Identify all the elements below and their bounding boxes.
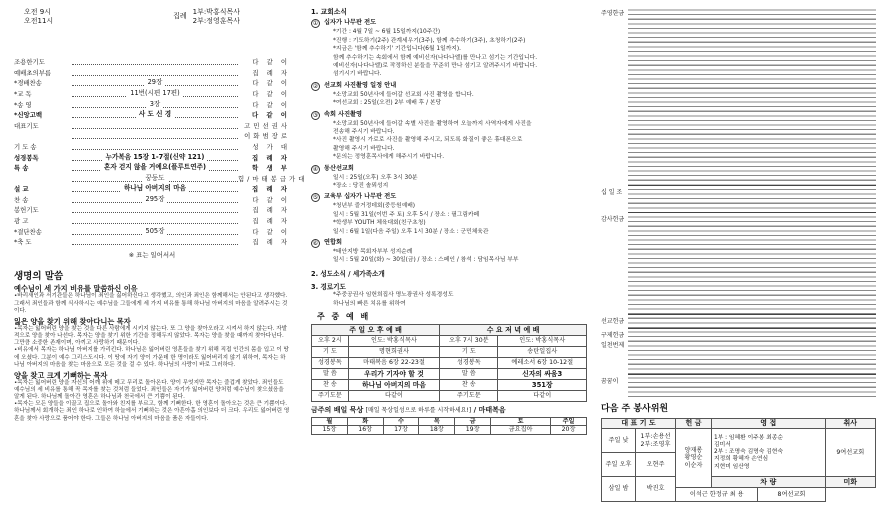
order-leader: 다 같 이 [252,195,290,204]
officiant-label: 집례 [173,12,187,20]
order-leader: 집 례 자 [252,68,290,77]
guide-2: 2부 : 조명숙 김명숙 김현숙 지정희 황혜자 손연심 지현미 임산영 [714,449,784,470]
news-line: 하나님의 빠른 치유를 위하여 [333,300,406,307]
weekly-cell: 신자의 싸움3 [498,368,587,379]
order-content [72,59,238,65]
order-leader: 다 같 이 [252,58,290,67]
order-label: 광 고 [14,217,29,226]
header-guide: 영 접 [712,419,826,429]
news-line: 일시 : 5월 20일(화) ~ 30일(금) / 장소 : 스페인 / 참석 : 담임목사님 부부 [333,257,519,264]
order-label: 조용한기도 [14,58,45,67]
reading-chapter: 16장 [347,426,383,435]
news-line: *학생부 YOUTH 체육대회(친구초청) [333,220,426,227]
news-item-title [311,239,587,248]
news-item-title [311,165,587,174]
offering-label: 구제헌금 [601,332,625,339]
prayer-person: 박진호 [636,477,676,502]
order-label: 대표기도 [14,121,39,130]
order-leader: 고민선권사 [244,121,290,130]
meditation-paragraph: •목자는 잃어버린 양을 자신의 어깨 위에 메고 무리로 돌아온다. 양이 무엇지만 목자는 즐겁게 찾았다. 죄인들도 예수님의 세 비유를 통해 꼭 목자를 찾는 것처럼 들었다. 죄인들은 자기가 잃어버린 양처럼 예수님이 찾으셨음을 알게 된다. 하나님께 돌아간 영혼은 하나님과 천국에서 큰 기쁨이 된다. [14,379,284,401]
order-label: *축 도 [14,238,32,247]
order-content [72,70,238,76]
reading-chapter: 20장 [551,426,587,435]
order-content [72,144,238,150]
reading-day: 월 [312,417,348,426]
order-row [14,120,290,131]
meditation-section [14,271,290,423]
sunday-pm-time: 오후 2시 [312,335,349,346]
weekly-worship-table [311,324,587,402]
offering-label: 꿈꿈이 [601,378,619,385]
weekly-row [312,346,587,357]
order-content [72,186,238,192]
order-leader: 집 례 자 [252,217,290,226]
news-line: *진행 : 기도하기(2주) 관계세우기(3주), 함께 추수하기(3주), 초청하기(2주) [333,37,526,44]
order-leader: 집 례 자 [252,238,290,247]
meditation-heading-1: 예수님이 세 가지 비유를 말씀하신 이유 [14,284,138,294]
news-line: 섬기시기 바랍니다. [333,71,382,78]
weekly-cell: 351장 [498,379,587,390]
order-leader: 집 례 자 [252,153,290,162]
weekly-row [312,357,587,368]
news-item-text: 십자가 나무판 전도 [324,19,377,27]
wednesday-leader: 인도: 박홍식목사 [498,335,587,346]
order-center: 사 도 신 경 [136,110,174,118]
weekly-cell: 성경봉독 [312,357,349,368]
reading-chapter: 19장 [455,426,491,435]
order-center: 295장 [143,195,168,203]
order-label: 설 교 [14,185,29,194]
order-label: *교 독 [14,89,32,98]
order-content [72,99,238,108]
offering-list [601,6,876,398]
sunday-pm-title: 주 일 오 후 예 배 [312,324,440,335]
meditation-paragraph: •바리새인과 서기관들은 하나님이 죄인을 싫어하신다고 생각했고, 의인과 죄인은 함께해서는 안된다고 생각했다. 그래서 죄인들과 함께 식사하시는 예수님을 그들에게 세 가지 비유를 통해 하나님 아버지의 마음을 알려주시는 것이다. [14,293,288,314]
news-line: *주중공권사 임헌희집사 명노광권사 성록경성도 [333,292,454,299]
weekly-row [312,390,587,401]
news-item-text: 연합회 [324,238,342,246]
reading-day: 수 [383,417,419,426]
order-row [14,110,290,121]
news-line: *태안지방 목회자부부 성지순례 [333,248,413,255]
weekly-cell: 기 도 [440,346,498,357]
header-offering: 헌 금 [676,419,712,429]
order-label: *경배찬송 [14,79,42,88]
member-news-heading: 2. 성도소식 / 세가족소개 [311,269,385,278]
order-center: 꿍둥도 [142,174,167,182]
order-center: 혼자 걷지 않을 거예요(플루트연주) [101,163,209,171]
weekly-cell: 하나님 아버지의 마음 [348,379,439,390]
standing-note: ※ 표는 일어서서 [128,250,176,259]
order-row [14,216,290,227]
daily-reading-table [311,417,587,436]
guide-persons [712,429,826,477]
news-line: *문의는 정영훈목사에게 해주시기 바랍니다. [333,154,445,161]
meditation-heading-3: 양을 찾고 크게 기뻐하는 목자 [14,370,108,380]
order-content [72,88,238,97]
order-content [72,239,238,245]
order-row [14,89,290,100]
weekly-cell: 우리가 기자야 할 것 [348,368,439,379]
offering-label: 주영한금 [601,10,625,17]
news-item-title [311,82,587,91]
news-line: *소망교회 50년사에 들어갈 선교회 사진 촬영을 합니다. [333,91,474,98]
news-item-text: 속회 사진촬영 [324,110,363,118]
reading-chapter: 17장 [383,426,419,435]
meditation-title: 생명의 말씀 [14,270,64,282]
order-row [14,226,290,237]
sunday-pm-leader: 인도: 박홍식목사 [348,335,439,346]
offering-separator [628,185,876,186]
header-prayer: 대 표 기 도 [602,419,676,429]
reading-chapter: 금요집아 [491,426,551,435]
order-label: *결단찬송 [14,227,42,236]
meditation-heading-2: 잃은 양을 찾기 위해 찾아다니는 목자 [14,316,131,326]
order-content [72,194,238,203]
offering-separator [628,328,876,329]
news-line: *사진 촬영시 가로로 사진을 촬영해 주시고, 되도록 화질이 좋은 휴대폰으로 [333,137,523,144]
cooking-team: 9여선교회 [825,429,875,477]
news-item-number: ④ [312,165,319,173]
order-label: 성경봉독 [14,153,39,162]
reading-chapter: 18장 [419,426,455,435]
news-item-number: ② [312,82,319,90]
weekly-cell: 성경봉독 [440,357,498,368]
news-item-title [311,19,587,28]
weekly-worship-title: 주 중 예 배 [317,311,371,321]
news-item-text: 동산선교회 [324,164,354,172]
weekly-cell: 명현희권사 [348,346,439,357]
worship-order-column [0,0,308,523]
prayer-person: 오현주 [636,453,676,477]
order-content [72,80,238,86]
order-center: 29장 [145,78,166,86]
news-item-text: 선교회 사진촬영 일정 안내 [324,81,397,89]
order-content [72,112,238,118]
order-label: 봉헌기도 [14,206,39,215]
order-leader: 집 례 자 [252,185,290,194]
weekly-cell: 말 씀 [312,368,349,379]
order-label: 예배초의부름 [14,68,52,77]
news-line: *청년부 즐거정데회(중등원예배) [333,203,416,210]
weekly-cell: 찬 송 [312,379,349,390]
beauty-team: 8여선교회 [758,488,825,502]
news-line: *기간 : 4월 7일 ~ 6월 15일까지(10주간) [333,29,441,36]
news-item-number: ⑥ [312,239,319,247]
news-line: 일시 : 5월 31일(이번 주 토) 오후 5시 / 장소 : 필그림카페 [333,211,480,218]
weekly-cell: 찬 송 [440,379,498,390]
news-heading: 1. 교회소식 [311,8,347,16]
guide-1: 1부 : 임혜환 이주봉 최종순 김미서 [714,434,784,448]
order-leader: 다 같 이 [252,227,290,236]
weekly-row [312,379,587,390]
servers-table [601,418,876,502]
order-content [72,226,238,235]
reading-chapter: 15장 [312,426,348,435]
offering-persons: 양재롱 황영순 이순자 [676,429,712,488]
prayer-heading: 3. 경로기도 [311,282,346,291]
news-line: 함께 추수하기는 속회에서 함께 예비신자(나다나엘)를 만나고 섬기는 기간입니다. [333,54,538,61]
wednesday-time: 오후 7시 30분 [440,335,498,346]
row-label: 주일 오후 [602,453,636,477]
order-center: 하나님 아버지의 마음 [121,184,189,192]
church-news [311,8,587,308]
weekly-cell: 다같이 [348,390,439,401]
order-label: 특 송 [14,164,29,173]
news-item-title [311,111,587,120]
order-row [14,237,290,248]
news-item-number: ① [312,20,319,28]
news-item-text: 교육부 십자가 나무판 전도 [324,193,397,201]
offering-label: 일천번제 [601,342,625,349]
reading-day: 토 [491,417,551,426]
order-label: *신앙고백 [14,111,43,120]
order-center: 11번(시편 17편) [127,89,183,97]
news-line: 일시 : 6월 1일(다음 주일) 오후 1시 30분 / 장소 : 군민체육관 [333,228,489,235]
order-leader: 집 례 자 [252,206,290,215]
daily-reading-book: / 마태복음 [473,405,506,414]
news-column [303,0,593,523]
weekly-cell: 송탄일집사 [498,346,587,357]
row-label: 주일 낮 [602,429,636,453]
weekly-row [312,368,587,379]
order-label: 기 도 송 [14,142,37,151]
news-line: 전송해 주시기 바랍니다. [333,129,395,135]
daily-reading-title: 금주의 배일 묵상 [311,405,364,414]
service-time-2: 오전11시 [24,17,54,26]
news-line: *지금은 '함께 추수하기' 기간입니다(6월 1일까지). [333,46,461,53]
prayer-person: 1부:손용선 2부:조영후 [636,429,676,453]
reading-day: 주일 [551,417,587,426]
weekly-cell: 말 씀 [440,368,498,379]
order-of-worship [14,57,308,248]
offering-label: 감사헌금 [601,216,625,223]
daily-reading-sub: [매일 묵상일성으로 하루를 시작하세요!] [365,406,472,414]
order-row [14,99,290,110]
reading-day: 목 [419,417,455,426]
weekly-cell: 마태복음 6장 22-23절 [348,357,439,368]
news-line: 예비신자(나다나엘)로 작정하신 분들을 꾸준히 만나 섬기고 알려주시기 바랍니다. [333,63,538,70]
weekly-cell: 주기도문 [440,390,498,401]
order-leader: 다 같 이 [252,100,290,109]
order-leader: 힘/마태봉급가대 [238,174,308,183]
order-label: *송 영 [14,100,32,109]
order-content [72,218,238,224]
meditation-paragraph: •목자는 모든 양들을 이끌고 집으로 돌아와 친지를 부르고, 함께 기뻐한다. 한 영혼이 돌아오는 것은 큰 기쁨이다. 하나님께서 회개하는 죄인 하나로 인하여 하늘에서 기뻐하는 것은 아흔아홉 의인보다 더 크다. 우리도 잃어버린 영혼을 찾아 사랑으로 품어야 한다. 그들은 하나님 아버지의 마음을 품은 자들이다. [14,401,290,422]
news-line: *여선교회 : 25일(오전) 2부 예배 후 / 본당 [333,100,442,107]
order-row [14,142,290,153]
offering-separator [628,314,876,315]
order-content [72,133,238,139]
order-center: 3장 [147,100,164,108]
meditation-paragraph: •목자는 잃어버린 양을 찾는 것을 다른 사람에게 시키지 않는다. 또 그 양을 찾아오라고 시켜서 하지 않는다. 자발적으로 양을 찾아 나선다. 목자는 양을 찾기 위한 기간을 정해두지 않았다. 목자는 양을 찾을 때까지 찾아다닌다. 그만큼 소중한 존재이며, 아끼고 사랑하기 때문이다. [14,325,288,347]
servers-title: 다음 주 봉사위원 [601,404,669,414]
offering-column [597,0,880,523]
meditation-paragraph: •비유에서 목자는 하나님 아버지를 가리킨다. 하나님은 잃어버린 영혼들을 찾기 위해 직접 인간의 몸을 입고 이 땅에 오셨다. 그분이 예수 그리스도시다. 이 땅에 자기 양이 가운데 한 명이라도 잃어버리지 않기 위하여, 목자는 하나님 아버지의 마음을 찾는 마음으로 모든 것을 걸 수 있다. 하나님의 사랑이 바로 그러하다. [14,347,289,368]
news-item-number: ⑤ [312,194,319,202]
order-content [72,152,238,161]
news-line: *소망교회 50년사에 들어갈 속별 사진을 촬영하여 오늘까지 사역자에게 사진을 [333,120,532,127]
news-item-title [311,193,587,202]
reading-day: 금 [455,417,491,426]
weekly-cell: 주기도문 [312,390,349,401]
order-leader: 이화범장로 [244,132,290,141]
row-label: 삼일 밤 [602,477,636,502]
reading-day: 화 [347,417,383,426]
offering-label: 십 일 조 [601,189,623,196]
order-center: 505장 [143,227,168,235]
header-car: 차 량 [712,477,826,488]
order-row [14,163,290,174]
weekly-cell: 기 도 [312,346,349,357]
order-leader: 학 생 부 [252,164,290,173]
order-label: 찬 송 [14,195,29,204]
weekly-cell: 예레소서 6장 10-12절 [498,357,587,368]
order-leader: 다 같 이 [252,111,290,120]
service-time-1: 오전 9시 [24,8,51,16]
service-times [14,8,290,27]
news-line: 일시 : 25일(오후) 오후 3시 30분 [333,174,418,181]
daily-reading-header [311,406,587,415]
order-content [72,123,238,129]
order-row [14,67,290,78]
header-cooking: 취사 [825,419,875,429]
order-leader: 다 같 이 [252,89,290,98]
order-content [72,165,238,171]
weekly-cell: 다같이 [498,390,587,401]
car-persons: 이석근 한정규 최 용 [676,488,758,502]
order-center: 누가복음 15장 1-7절(신약 121) [103,153,208,161]
offering-lines [628,6,876,398]
news-line: *장소 : 당진 솔뫼성지 [333,182,389,189]
news-item-number: ③ [312,111,319,119]
order-row [14,152,290,163]
offering-separator [628,212,876,213]
order-row [14,57,290,68]
order-row [14,173,308,184]
order-row [14,205,290,216]
order-leader: 다 같 이 [252,79,290,88]
order-row [14,184,290,195]
order-content [72,207,238,213]
leader-1: 1부:박홍식목사 [192,8,240,16]
order-content [72,173,238,182]
header-beauty: 미화 [825,477,875,488]
offering-label: 선교헌금 [601,318,625,325]
leader-2: 2부:정영훈목사 [192,17,240,26]
order-leader: 성 가 대 [252,142,290,151]
order-row [14,78,290,89]
wednesday-title: 수 요 저 녁 예 배 [440,324,587,335]
order-row [14,195,290,206]
offering-separator [628,374,876,375]
order-row [14,131,290,142]
news-line: 촬영해 주시기 바랍니다. [333,145,395,152]
